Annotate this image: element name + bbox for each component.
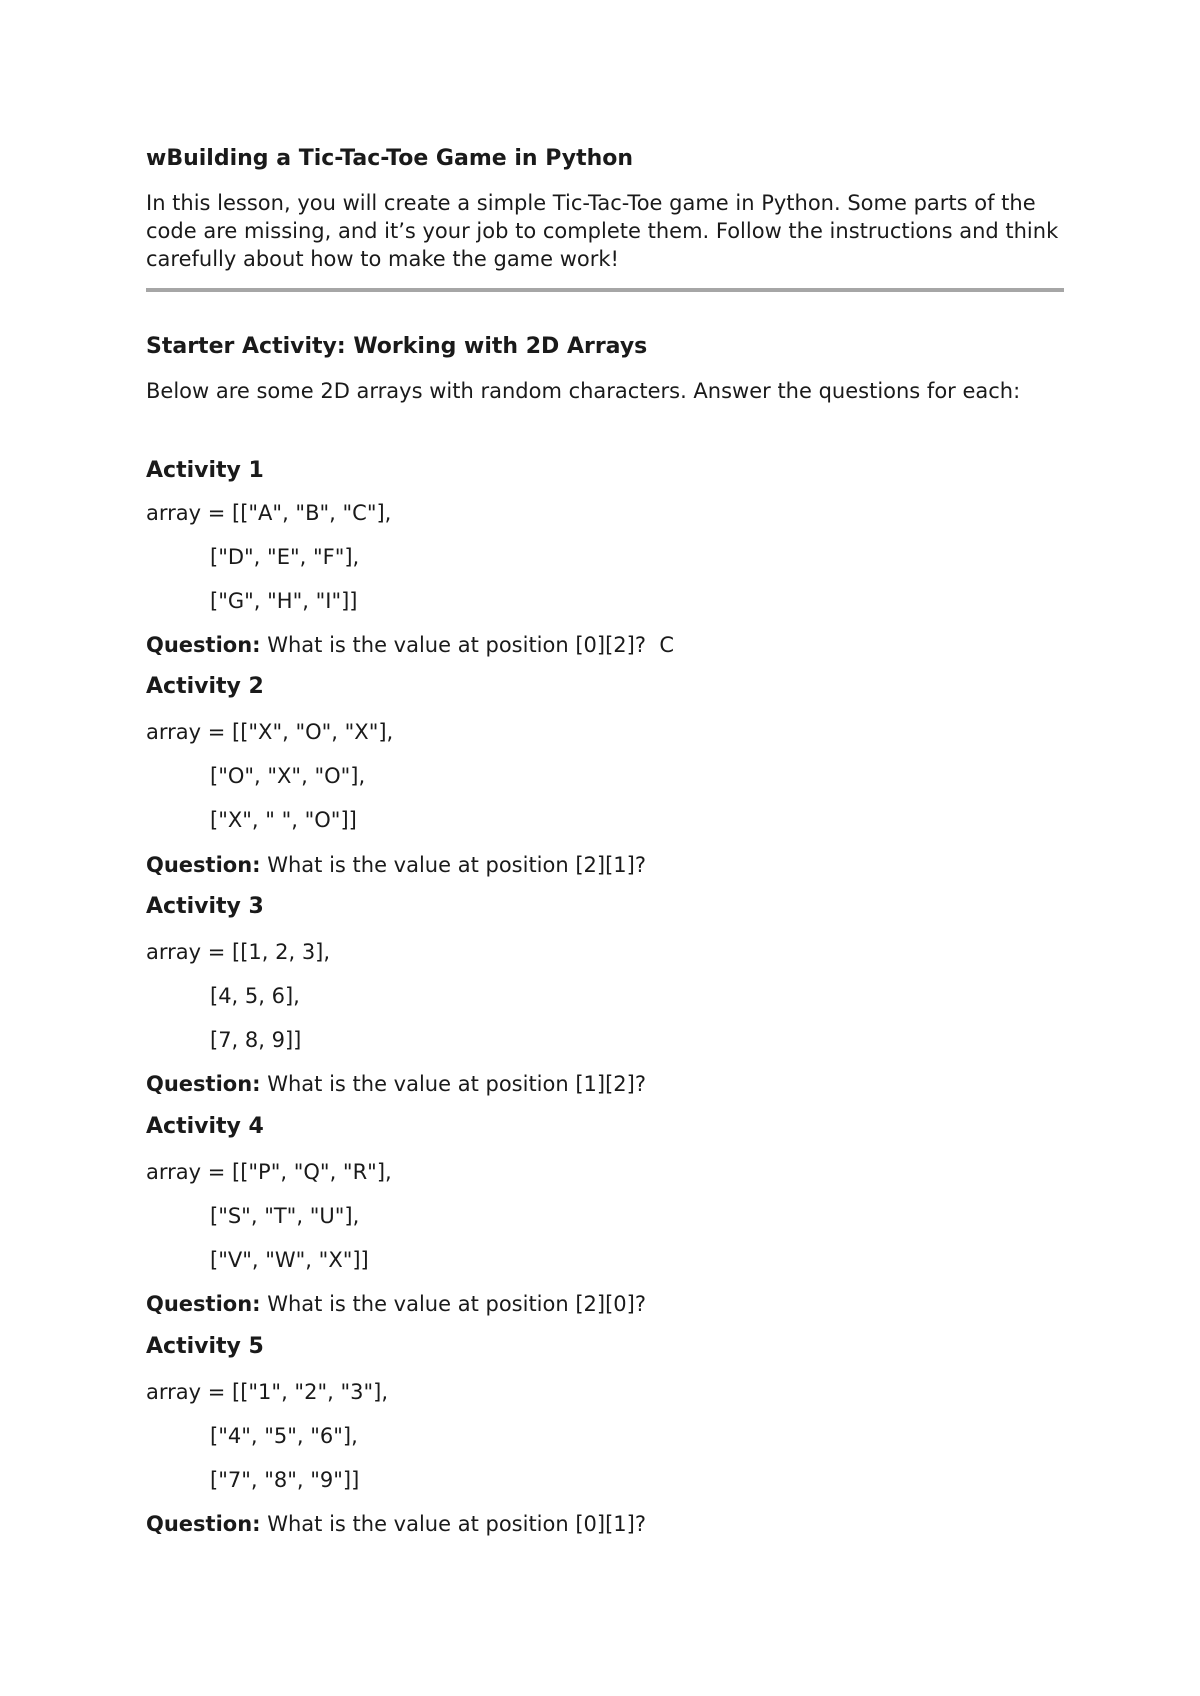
array-line: array = [["P", "Q", "R"], xyxy=(146,1160,392,1184)
question-label: Question: xyxy=(146,1292,261,1316)
array-line: array = [["X", "O", "X"], xyxy=(146,720,394,744)
question xyxy=(146,1511,646,1537)
array-line: [4, 5, 6], xyxy=(210,984,300,1008)
question-text: What is the value at position [0][1]? xyxy=(260,1512,646,1536)
starter-activity-intro: Below are some 2D arrays with random characters. Answer the questions for each: xyxy=(146,379,1021,403)
question-label: Question: xyxy=(146,1512,261,1536)
array-line: array = [["A", "B", "C"], xyxy=(146,501,392,525)
activity-heading: Activity 3 xyxy=(146,894,264,919)
activity-heading: Activity 1 xyxy=(146,458,264,483)
question-label: Question: xyxy=(146,1072,261,1096)
question xyxy=(146,1071,646,1097)
document-page xyxy=(146,0,1066,1696)
question xyxy=(146,852,646,878)
question-label: Question: xyxy=(146,853,261,877)
question-text: What is the value at position [2][1]? xyxy=(260,853,646,877)
activity-heading: Activity 5 xyxy=(146,1334,264,1359)
question-label: Question: xyxy=(146,633,261,657)
question-text: What is the value at position [0][2]? C xyxy=(260,633,674,657)
question xyxy=(146,632,674,658)
activity-heading: Activity 4 xyxy=(146,1114,264,1139)
activity-heading: Activity 2 xyxy=(146,674,264,699)
array-line: ["4", "5", "6"], xyxy=(210,1424,358,1448)
array-line: ["D", "E", "F"], xyxy=(210,545,360,569)
question xyxy=(146,1291,646,1317)
array-line: ["7", "8", "9"]] xyxy=(210,1468,360,1492)
document-title: wBuilding a Tic-Tac-Toe Game in Python xyxy=(146,146,634,171)
lesson-intro: In this lesson, you will create a simple Tic-Tac-Toe game in Python. Some parts of the code are missing, and it’s your job to complete them. Follow the instructions and think carefully about how to make the game work! xyxy=(146,191,1059,271)
array-line: ["X", " ", "O"]] xyxy=(210,808,357,832)
array-line: ["S", "T", "U"], xyxy=(210,1204,360,1228)
array-line: array = [[1, 2, 3], xyxy=(146,940,331,964)
question-text: What is the value at position [2][0]? xyxy=(260,1292,646,1316)
array-line: [7, 8, 9]] xyxy=(210,1028,302,1052)
section-divider xyxy=(146,288,1064,292)
starter-activity-title: Starter Activity: Working with 2D Arrays xyxy=(146,334,648,359)
array-line: ["V", "W", "X"]] xyxy=(210,1248,369,1272)
array-line: ["O", "X", "O"], xyxy=(210,764,366,788)
array-line: array = [["1", "2", "3"], xyxy=(146,1380,389,1404)
question-text: What is the value at position [1][2]? xyxy=(260,1072,646,1096)
array-line: ["G", "H", "I"]] xyxy=(210,589,358,613)
